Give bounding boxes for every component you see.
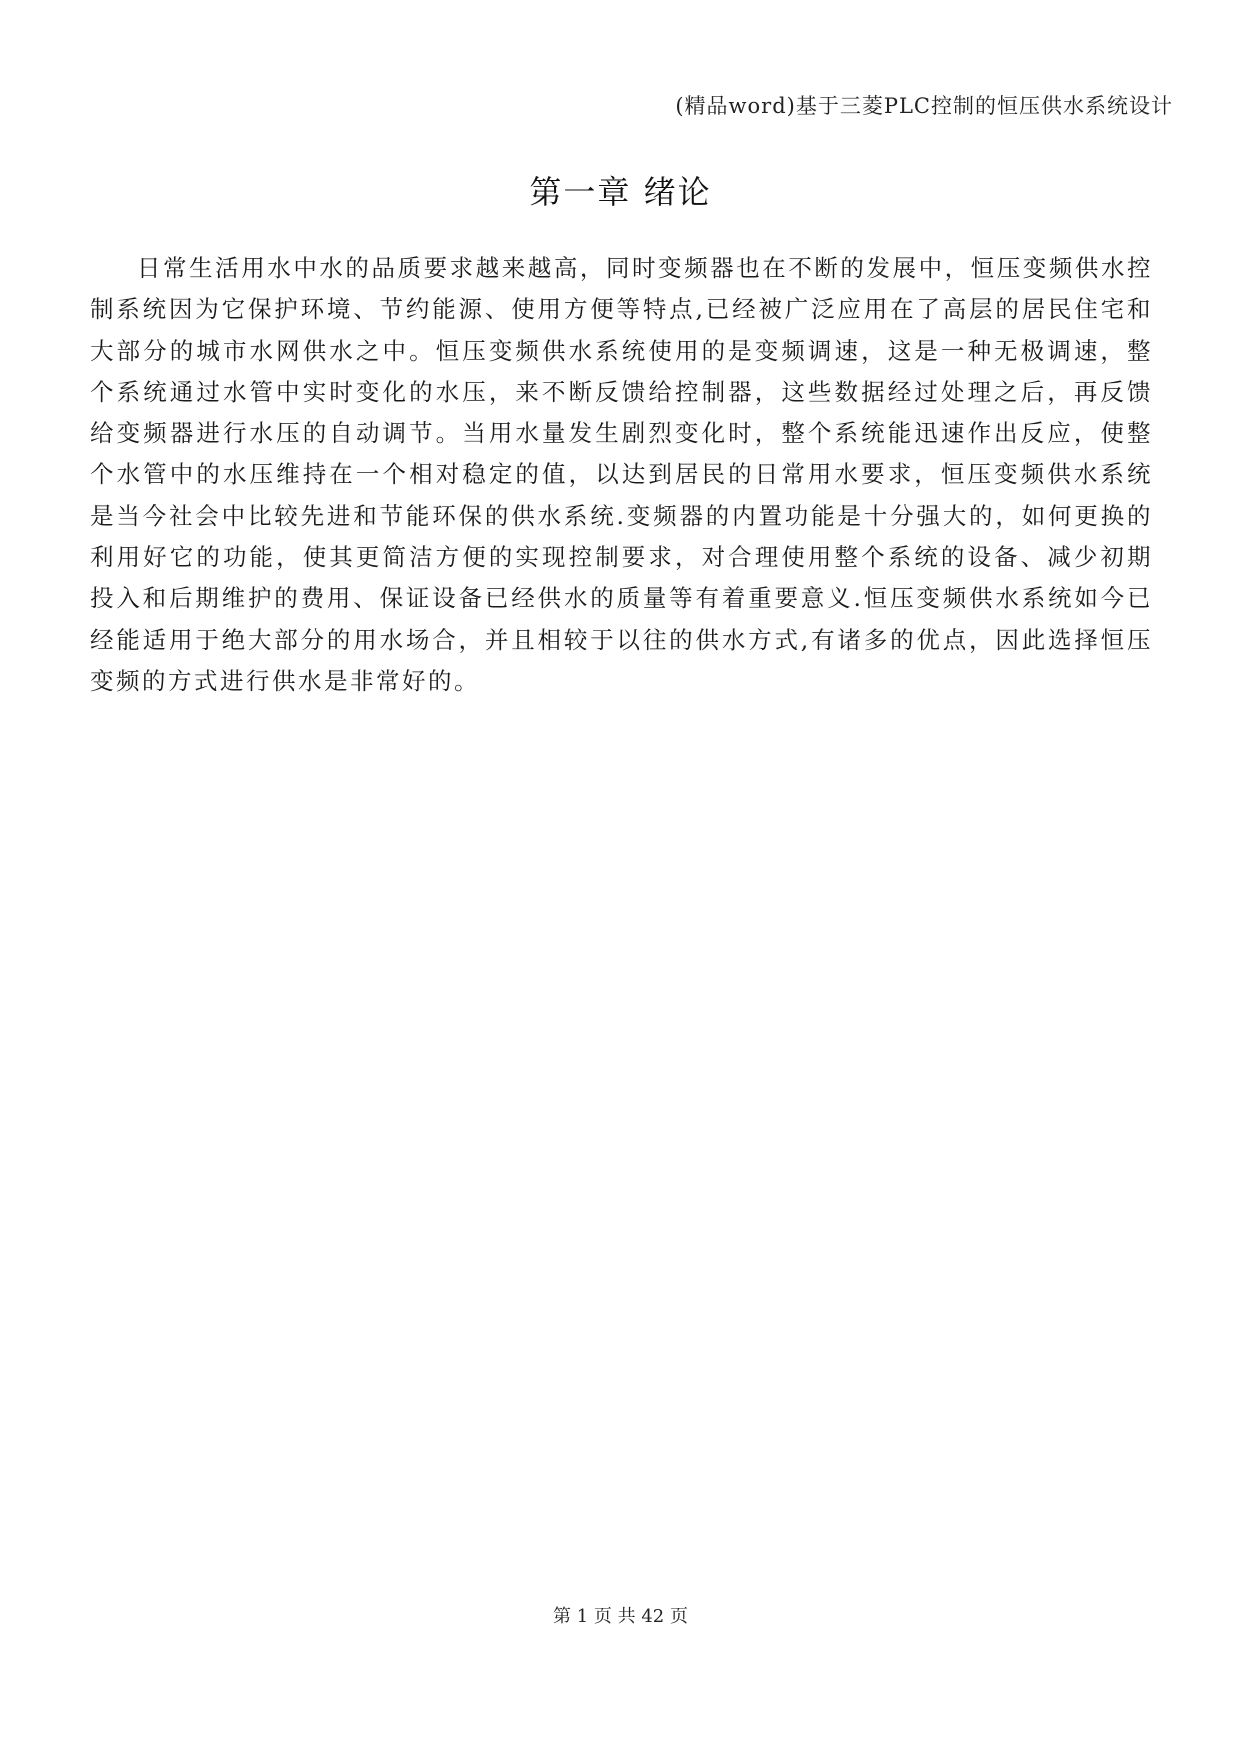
body-paragraph: 日常生活用水中水的品质要求越来越高，同时变频器也在不断的发展中，恒压变频供水控制系统因为它保护环境、节约能源、使用方便等特点,已经被广泛应用在了高层的居民住宅和大部分的城市水网供水之中。恒压变频供水系统使用的是变频调速，这是一种无极调速，整个系统通过水管中实时变化的水压，来不断反馈给控制器，这些数据经过处理之后，再反馈给变频器进行水压的自动调节。当用水量发生剧烈变化时，整个系统能迅速作出反应，使整个水管中的水压维持在一个相对稳定的值，以达到居民的日常用水要求，恒压变频供水系统是当今社会中比较先进和节能环保的供水系统.变频器的内置功能是十分强大的，如何更换的利用好它的功能，使其更简洁方便的实现控制要求，对合理使用整个系统的设备、减少初期投入和后期维护的费用、保证设备已经供水的质量等有着重要意义.恒压变频供水系统如今已经能适用于绝大部分的用水场合，并且相较于以往的供水方式,有诸多的优点，因此选择恒压变频的方式进行供水是非常好的。 bbox=[90, 254, 1153, 695]
page-number-footer: 第 1 页 共 42 页 bbox=[553, 1606, 688, 1627]
running-header: (精品word)基于三菱PLC控制的恒压供水系统设计 bbox=[675, 94, 1173, 118]
chapter-title: 第一章 绪论 bbox=[529, 173, 712, 211]
